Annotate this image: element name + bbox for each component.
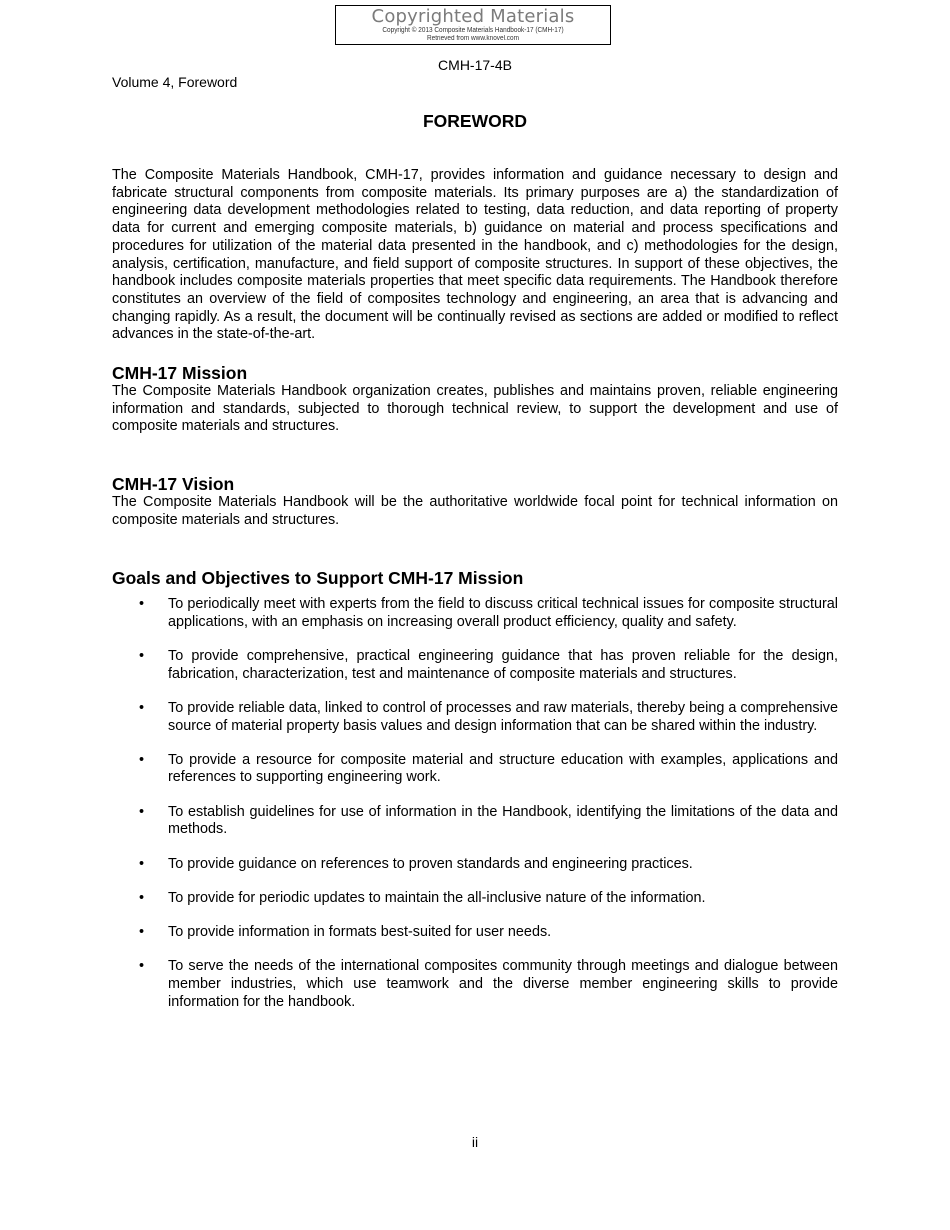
list-item-text: To provide for periodic updates to maintain the all-inclusive nature of the information.: [168, 889, 706, 906]
bullet: •: [139, 889, 145, 906]
bullet: •: [139, 958, 145, 975]
list-item: [112, 804, 838, 839]
list-item-text: To provide reliable data, linked to control of processes and raw materials, thereby being a comprehensive source of material property basis values and design information that can be shared within the industry.: [168, 699, 838, 734]
stamp-source-line: Retrieved from www.knovel.com: [427, 35, 519, 42]
mission-heading: CMH-17 Mission: [112, 363, 248, 383]
vision-paragraph: The Composite Materials Handbook will be the authoritative worldwide focal point for technical information on composite materials and structures.: [112, 494, 838, 528]
section-header: Volume 4, Foreword: [112, 74, 238, 90]
list-item-text: To periodically meet with experts from the field to discuss critical technical issues for composite structural applications, with an emphasis on increasing overall product efficiency, quality and safety.: [168, 596, 838, 630]
page-number: ii: [471, 1134, 479, 1150]
goals-heading: Goals and Objectives to Support CMH-17 Mission: [112, 568, 524, 588]
bullet: •: [139, 751, 145, 768]
bullet: •: [139, 923, 145, 940]
document-id: CMH-17-4B: [438, 57, 512, 73]
bullet: •: [139, 596, 145, 612]
goals-list: [112, 596, 838, 1028]
mission-paragraph: The Composite Materials Handbook organization creates, publishes and maintains proven, reliable engineering information and standards, subjected to thorough technical review, to support the development and use of composite materials and structures.: [112, 383, 838, 435]
list-item: [112, 596, 838, 631]
list-item: [112, 890, 838, 908]
list-item: [112, 752, 838, 787]
list-item-text: To provide guidance on references to proven standards and engineering practices.: [168, 855, 693, 872]
intro-paragraph: The Composite Materials Handbook, CMH-17, provides information and guidance necessary to design and fabricate structural components from composite materials. Its primary purposes are a) the standardization of engineering data development methodologies related to testing, data reduction, and data reporting of property data for current and emerging composite materials, b) guidance on material and process specifications and procedures for utilization of the material data presented in the handbook, and c) methodologies for the design, analysis, certification, manufacture, and field support of composite structures. In support of these objectives, the handbook includes composite materials properties that meet specific data requirements. The Handbook therefore constitutes an overview of the field of composites technology and engineering, an area that is advancing and changing rapidly. As a result, the document will be continually revised as sections are added or modified to reflect advances in the state-of-the-art.: [112, 167, 838, 343]
list-item-text: To establish guidelines for use of information in the Handbook, identifying the limitations of the data and methods.: [168, 803, 838, 838]
list-item: [112, 648, 838, 683]
page-title: FOREWORD: [422, 111, 528, 131]
bullet: •: [139, 647, 145, 664]
list-item: [112, 856, 838, 874]
bullet: •: [139, 803, 145, 820]
list-item-text: To serve the needs of the international composites community through meetings and dialogue between member industries, which use teamwork and the diverse member engineering skills to provide information for the handbook.: [168, 958, 838, 1010]
stamp-copyright-line: Copyright © 2013 Composite Materials Handbook-17 (CMH-17): [382, 27, 564, 34]
stamp-title: Copyrighted Materials: [371, 6, 575, 27]
list-item-text: To provide comprehensive, practical engineering guidance that has proven reliable for the design, fabrication, characterization, test and maintenance of composite materials and structures.: [168, 647, 838, 682]
list-item-text: To provide a resource for composite material and structure education with examples, applications and references to supporting engineering work.: [168, 751, 838, 786]
bullet: •: [139, 699, 145, 716]
list-item: [112, 958, 838, 1011]
list-item: [112, 924, 838, 942]
bullet: •: [139, 855, 145, 872]
list-item: [112, 700, 838, 735]
vision-heading: CMH-17 Vision: [112, 474, 235, 494]
copyright-stamp: [335, 5, 611, 45]
list-item-text: To provide information in formats best-suited for user needs.: [168, 923, 552, 940]
